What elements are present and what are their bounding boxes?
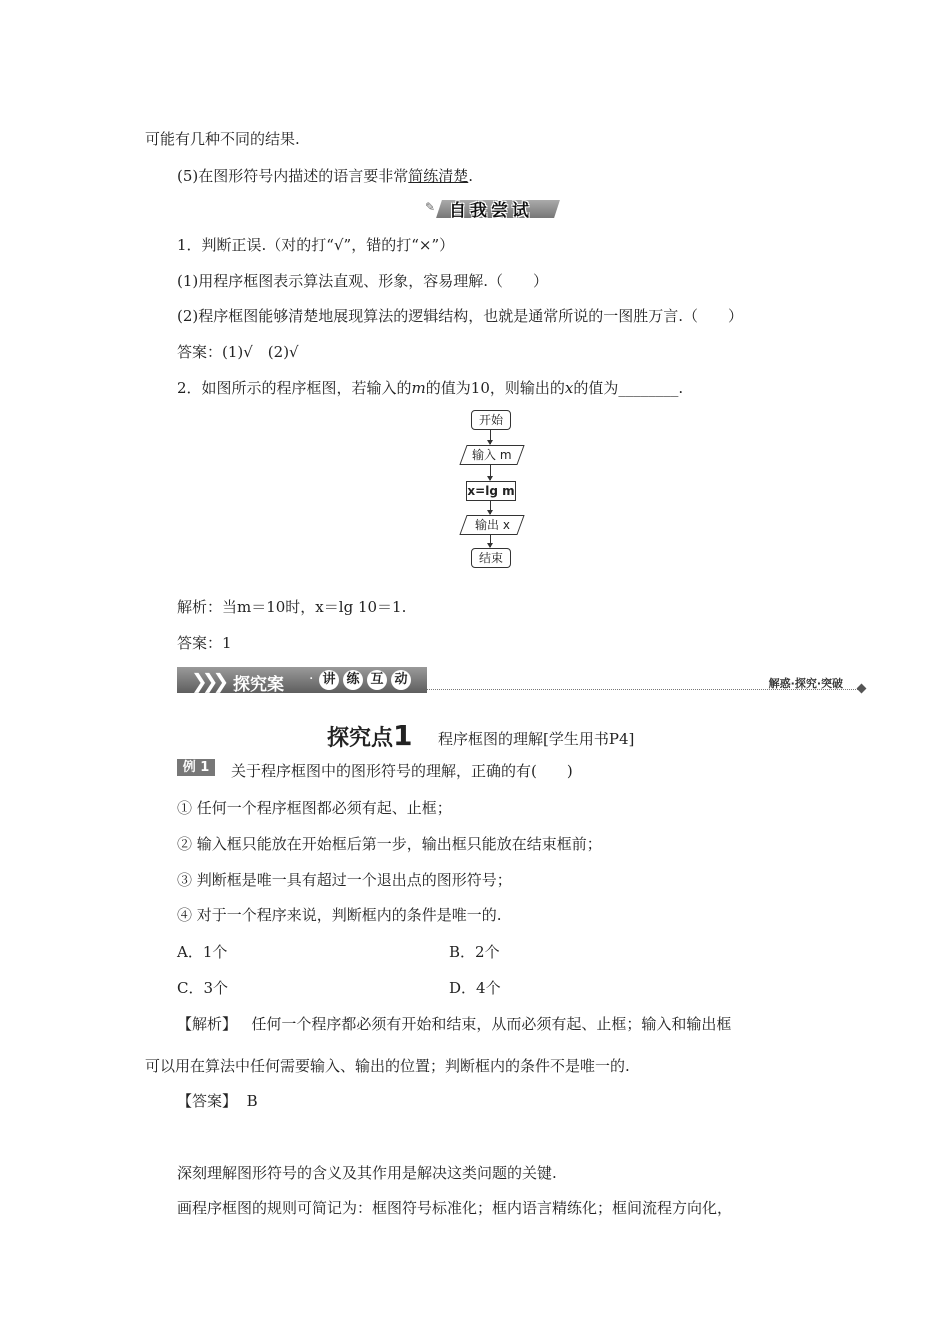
question-1: 1．判断正误.（对的打“√”，错的打“×”） <box>177 236 455 254</box>
text-line: 可能有几种不同的结果. <box>145 130 300 148</box>
flowchart-start: 开始 <box>471 410 511 430</box>
question-1-1: (1)用程序框图表示算法直观、形象，容易理解.（ ） <box>177 272 549 290</box>
diamond-icon <box>857 684 867 694</box>
variable-m: m <box>411 379 426 397</box>
answer-label: 【答案】 <box>177 1092 238 1110</box>
flowchart-input-label: 输入 m <box>472 448 512 462</box>
text-fragment: 2．如图所示的程序框图，若输入的 <box>177 379 412 397</box>
question-1-2: (2)程序框图能够清楚地展现算法的逻辑结构，也就是通常所说的一图胜万言.（ ） <box>177 307 744 325</box>
flowchart-input <box>459 445 524 465</box>
analysis-text: 任何一个程序都必须有开始和结束，从而必须有起、止框；输入和输出框 <box>251 1015 732 1033</box>
question-2 <box>177 377 683 398</box>
answer-2: 答案：1 <box>177 634 232 652</box>
option-c: C．3个 <box>177 979 229 997</box>
flowchart-arrow <box>490 429 491 444</box>
variable-x: x <box>564 379 574 397</box>
explore-banner <box>177 667 867 697</box>
analysis-line <box>177 1013 731 1034</box>
flowchart-arrow <box>490 534 491 547</box>
example-item: ④ 对于一个程序来说，判断框内的条件是唯一的. <box>177 906 502 924</box>
answer-line <box>177 1090 258 1111</box>
option-a: A．1个 <box>177 943 228 961</box>
text-line <box>177 165 473 186</box>
chevron-icon: ❯❯❯ <box>191 669 224 693</box>
flowchart-output <box>459 515 524 535</box>
banner-title: 自我尝试 <box>449 201 533 221</box>
note-line: 深刻理解图形符号的含义及其作用是解决这类问题的关键. <box>177 1164 557 1182</box>
analysis-label: 【解析】 <box>177 1015 238 1033</box>
point-label: 探究点 <box>327 726 394 751</box>
banner-title: 探究案 <box>233 675 284 695</box>
flowchart-end: 结束 <box>471 548 511 568</box>
point-subtitle: 程序框图的理解[学生用书P4] <box>438 730 635 748</box>
point-title <box>327 719 413 752</box>
flowchart-process: x=lg m <box>466 481 516 501</box>
example-item: ② 输入框只能放在开始框后第一步，输出框只能放在结束框前； <box>177 835 602 853</box>
banner-char: 动 <box>391 670 411 690</box>
answer-value: B <box>246 1092 258 1110</box>
text-fragment: 的值为10，则输出的 <box>425 379 565 397</box>
point-number: 1 <box>393 719 413 752</box>
flowchart-arrow <box>490 464 491 480</box>
analysis-line: 可以用在算法中任何需要输入、输出的位置；判断框内的条件不是唯一的. <box>145 1057 630 1075</box>
option-b: B．2个 <box>449 943 500 961</box>
answer-1: 答案：(1)√ (2)√ <box>177 343 299 361</box>
example-item: ① 任何一个程序框图都必须有起、止框； <box>177 799 452 817</box>
banner-char: 互 <box>367 670 387 690</box>
flowchart-arrow <box>490 500 491 514</box>
option-d: D．4个 <box>449 979 501 997</box>
example-item: ③ 判断框是唯一具有超过一个退出点的图形符号； <box>177 871 512 889</box>
banner-right-text: 解惑·探究·突破 <box>768 677 843 690</box>
text-fragment: . <box>468 167 474 185</box>
flowchart-output-label: 输出 x <box>474 518 510 532</box>
analysis-2: 解析：当m＝10时，x＝lg 10＝1. <box>177 598 407 616</box>
example-stem: 关于程序框图中的图形符号的理解，正确的有( ) <box>231 762 573 780</box>
pencil-icon: ✎ <box>425 200 436 214</box>
banner-dot: · <box>309 671 314 687</box>
example-tag: 例 1 <box>177 759 215 776</box>
text-fragment: 的值为________. <box>573 379 684 397</box>
note-line: 画程序框图的规则可简记为：框图符号标准化；框内语言精练化；框间流程方向化， <box>177 1199 733 1217</box>
banner-char: 练 <box>343 670 363 690</box>
text-fragment: (5)在图形符号内描述的语言要非常 <box>177 167 409 185</box>
self-test-banner <box>425 196 560 220</box>
underlined-text: 简练清楚 <box>408 167 469 185</box>
banner-char: 讲 <box>319 670 339 690</box>
